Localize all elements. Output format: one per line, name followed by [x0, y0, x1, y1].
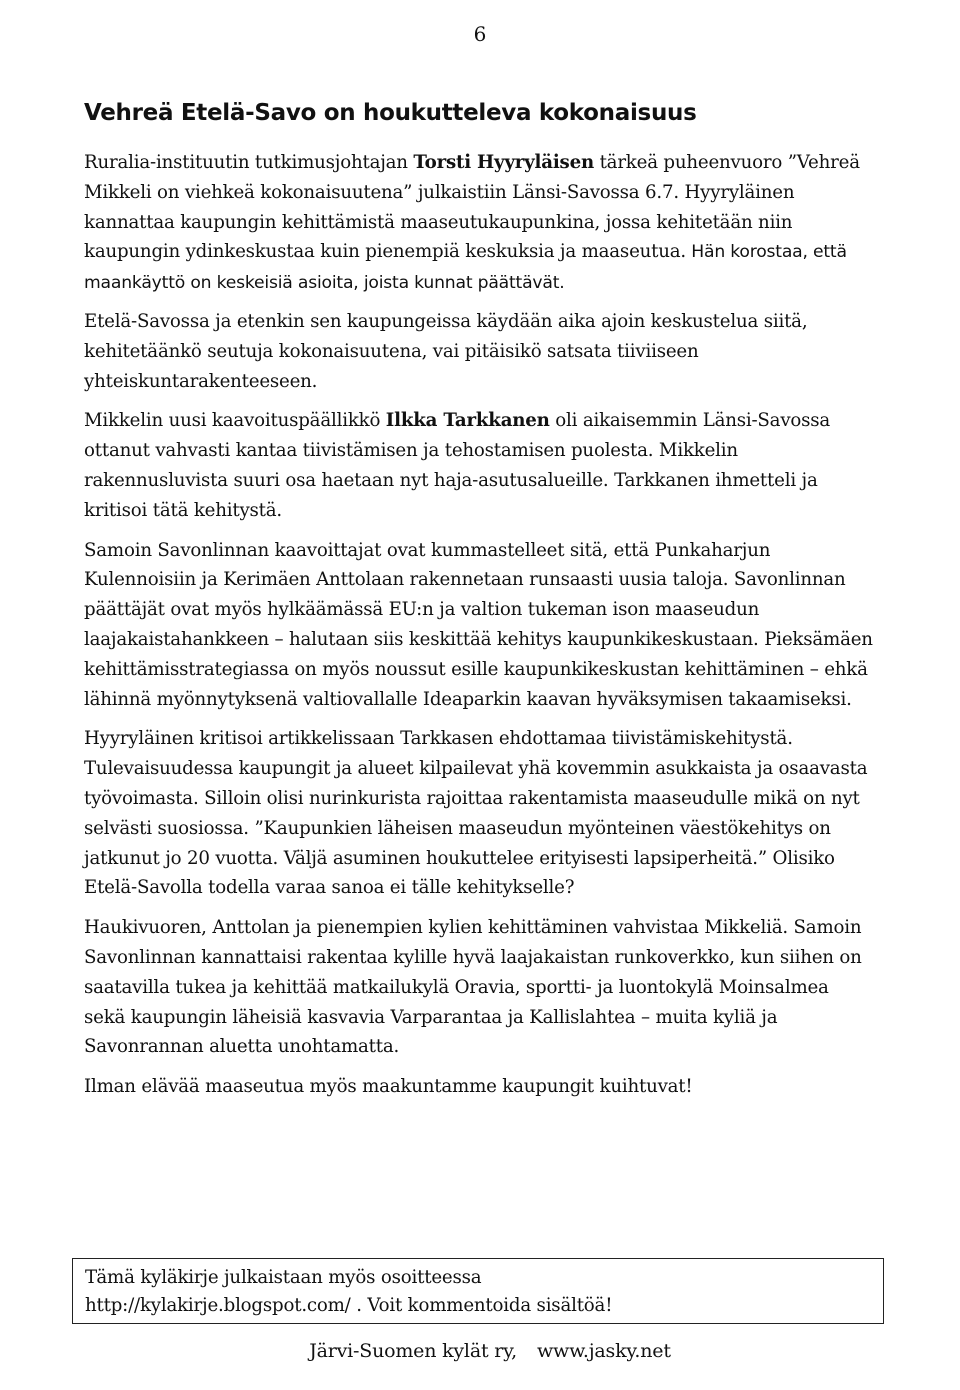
notice-line-2 [85, 1292, 871, 1320]
footer-website-link[interactable]: www.jasky.net [536, 1340, 671, 1362]
notice-comment-text: . Voit kommentoida sisältöä! [350, 1295, 613, 1316]
paragraph-2: Etelä-Savossa ja etenkin sen kaupungeissa käydään aika ajoin keskustelua siitä, kehitetäänkö seutuja kokonaisuutena, vai pitäisikö satsata tiiviiseen yhteiskuntarakenteeseen. [84, 310, 808, 392]
paragraph-3 [84, 406, 874, 525]
notice-line-1: Tämä kyläkirje julkaistaan myös osoitteessa [85, 1267, 482, 1288]
page-number: 6 [473, 22, 487, 46]
p1-text-after: tärkeä puheenvuoro ”Vehreä Mikkeli on viehkeä kokonaisuutena” julkaistiin Länsi-Savossa 6.7. Hyyryläinen kannattaa kaupungin kehittämistä maaseutukaupunkina, jossa kehitetään niin kaupungin ydinkeskustaa kuin pienempiä keskuksia ja maaseutua. [84, 152, 860, 263]
paragraph-1 [84, 148, 874, 299]
p3-text-before: Mikkelin uusi kaavoituspäällikkö [84, 410, 386, 432]
article-heading: Vehreä Etelä-Savo on houkutteleva kokonaisuus [84, 100, 697, 126]
blog-link[interactable]: http://kylakirje.blogspot.com/ [85, 1295, 351, 1316]
article-body [84, 148, 874, 1112]
paragraph-7: Ilman elävää maaseutua myös maakuntamme kaupungit kuihtuvat! [84, 1076, 693, 1098]
paragraph-4: Samoin Savonlinnan kaavoittajat ovat kummastelleet sitä, että Punkaharjun Kulennoisiin ja Kerimäen Anttolaan rakennetaan runsaasti uusia taloja. Savonlinnan päättäjät ovat myös hylkäämässä EU:n ja valtion tukeman ison maaseudun laajakaistahankkeen – halutaan siis keskittää kehitys kaupunkikeskustaan. Pieksämäen kehittämisstrategiassa on myös noussut esille kaupunkikeskustan kehittäminen – ehkä lähinnä myönnytyksenä valtiovallalle Ideaparkin kaavan hyväksymisen takaamiseksi. [84, 539, 873, 710]
footer-org: Järvi-Suomen kylät ry, [309, 1340, 517, 1362]
footer [260, 1340, 720, 1362]
p1-text-sans: Hän korostaa, että maankäyttö on keskeisiä asioita, joista kunnat päättävät. [84, 242, 847, 294]
p3-bold-name: Ilkka Tarkkanen [385, 410, 550, 432]
p3-text-after: oli aikaisemmin Länsi-Savossa ottanut vahvasti kantaa tiivistämisen ja tehostamisen puolesta. Mikkelin rakennusluvista suuri osa haetaan nyt haja-asutusalueille. Tarkkanen ihmetteli ja kritisoi tätä kehitystä. [84, 410, 831, 521]
p1-bold-name: Torsti Hyyryläisen [413, 152, 594, 173]
paragraph-6: Haukivuoren, Anttolan ja pienempien kylien kehittäminen vahvistaa Mikkeliä. Samoin Savonlinnan kannattaisi rakentaa kylille hyvä laajakaistan runkoverkko, kun siihen on saatavilla tukea ja kehittää matkailukylä Oravia, sportti- ja luontokylä Moinsalmea sekä kaupungin läheisiä kasvavia Varparantaa ja Kallislahtea – muita kyliä ja Savonrannan aluetta unohtamatta. [84, 917, 862, 1058]
paragraph-5: Hyyryläinen kritisoi artikkelissaan Tarkkasen ehdottamaa tiivistämiskehitystä. Tulevaisuudessa kaupungit ja alueet kilpailevat yhä kovemmin asukkaista ja osaavasta työvoimasta. Silloin olisi nurinkurista rajoittaa rakentamista maaseudulle mikä on nyt selvästi suosiossa. ”Kaupunkien läheisen maaseudun myönteinen väestökehitys on jatkunut jo 20 vuotta. Väljä asuminen houkuttelee erityisesti lapsiperheitä.” Olisiko Etelä-Savolla todella varaa sanoa ei tälle kehitykselle? [84, 728, 868, 899]
p1-text-before: Ruralia-instituutin tutkimusjohtajan [84, 152, 414, 173]
notice-box [72, 1258, 884, 1324]
